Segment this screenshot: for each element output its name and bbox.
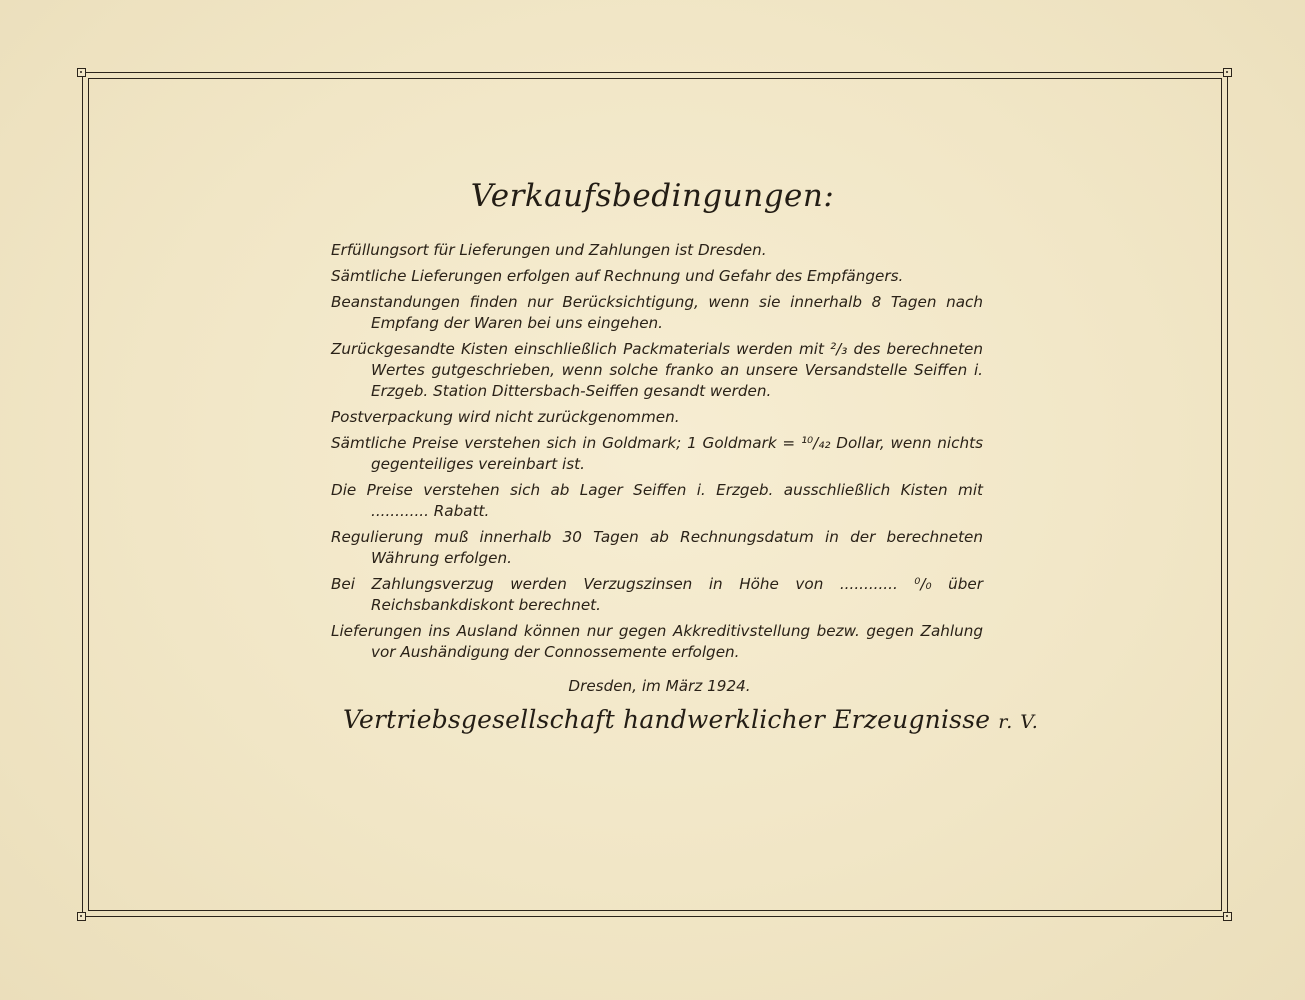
- corner-ornament-top-right: [1223, 68, 1232, 77]
- term-paragraph: Beanstandungen finden nur Berücksichtigung, wenn sie innerhalb 8 Tagen nach Empfang der Waren bei uns eingehen.: [331, 293, 983, 332]
- term-paragraph: Lieferungen ins Ausland können nur gegen Akkreditivstellung bezw. gegen Zahlung vor Aushändigung der Connossemente erfolgen.: [331, 622, 983, 661]
- term-paragraph: Zurückgesandte Kisten einschließlich Packmaterials werden mit ²/₃ des berechneten Wertes gutgeschrieben, wenn solche franko an unsere Versandstelle Seiffen i. Erzgeb. Station Dittersbach-Seiffen gesandt werden.: [331, 340, 983, 400]
- company-suffix: r. V.: [998, 711, 1039, 733]
- date-line: Dresden, im März 1924.: [568, 677, 751, 695]
- company-name: Vertriebsgesellschaft handwerklicher Erzeugnisse: [343, 705, 991, 734]
- term-paragraph: Postverpackung wird nicht zurückgenommen.: [331, 408, 680, 426]
- corner-ornament-bottom-left: [77, 912, 86, 921]
- term-paragraph: Regulierung muß innerhalb 30 Tagen ab Rechnungsdatum in der berechneten Währung erfolgen.: [331, 528, 983, 567]
- corner-ornament-bottom-right: [1223, 912, 1232, 921]
- document-title: Verkaufsbedingungen:: [470, 178, 835, 214]
- term-paragraph: Sämtliche Preise verstehen sich in Goldmark; 1 Goldmark = ¹⁰/₄₂ Dollar, wenn nichts gegenteiliges vereinbart ist.: [331, 434, 983, 473]
- term-paragraph: Bei Zahlungsverzug werden Verzugszinsen in Höhe von ............ ⁰/₀ über Reichsbankdiskont berechnet.: [331, 575, 983, 614]
- term-paragraph: Sämtliche Lieferungen erfolgen auf Rechnung und Gefahr des Empfängers.: [331, 267, 904, 285]
- term-paragraph: Die Preise verstehen sich ab Lager Seiffen i. Erzgeb. ausschließlich Kisten mit ............ Rabatt.: [331, 481, 983, 520]
- corner-ornament-top-left: [77, 68, 86, 77]
- company-signature: [343, 705, 1039, 734]
- terms-list: [331, 240, 983, 668]
- term-paragraph: Erfüllungsort für Lieferungen und Zahlungen ist Dresden.: [331, 241, 767, 259]
